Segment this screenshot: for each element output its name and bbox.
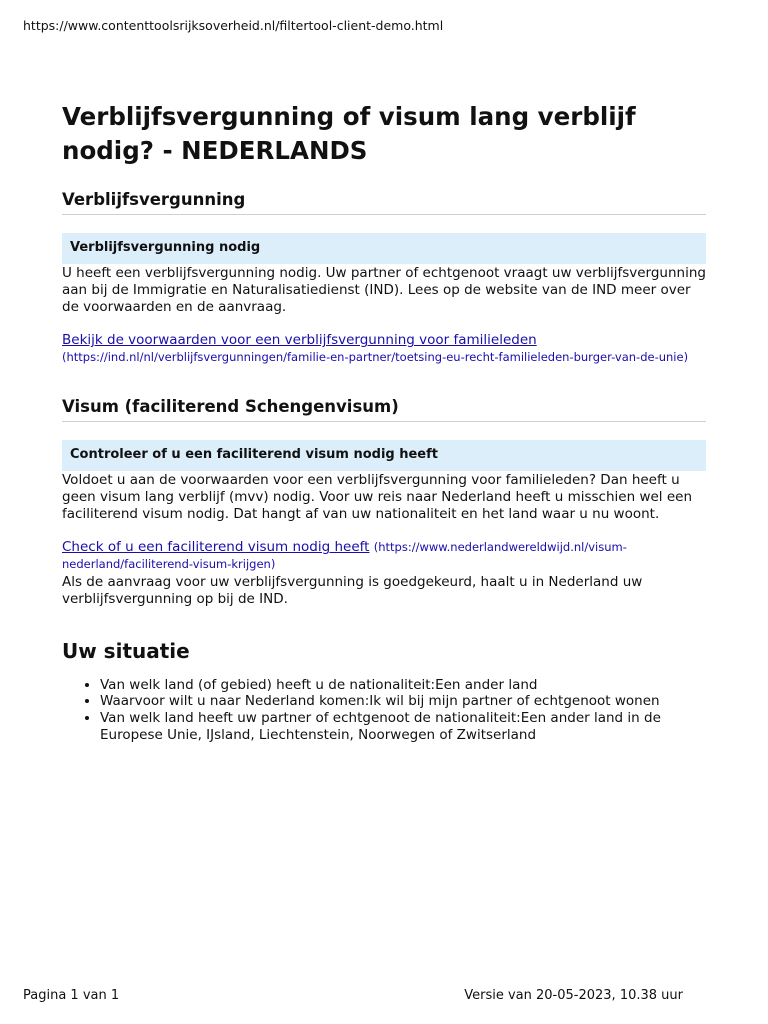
list-item: • Van welk land heeft uw partner of echtgenoot de nationaliteit:Een ander land in de Europese Unie, IJsland, Liechtenstein, Noorwegen of Zwitserland: [100, 710, 706, 744]
list-item: • Waarvoor wilt u naar Nederland komen:Ik wil bij mijn partner of echtgenoot wonen: [100, 693, 706, 710]
section-heading: Visum (faciliterend Schengenvisum): [62, 396, 706, 422]
list-item: • Van welk land (of gebied) heeft u de nationaliteit:Een ander land: [100, 677, 706, 694]
link-url-text: (https://ind.nl/nl/verblijfsvergunningen/familie-en-partner/toetsing-eu-recht-familieleden-burger-van-de-unie): [62, 350, 689, 365]
main-content: [62, 100, 706, 744]
link-line: [62, 332, 706, 366]
section-text: Voldoet u aan de voorwaarden voor een verblijfsvergunning voor familieleden? Dan heeft u geen visum lang verblijf (mvv) nodig. Voor uw reis naar Nederland heeft u misschien wel een faciliterend visum nodig. Dat hangt af van uw nationaliteit en het land waar u nu woont.: [62, 471, 692, 522]
page-number: Pagina 1 van 1: [23, 988, 120, 1003]
callout-box: Verblijfsvergunning nodig: [62, 233, 706, 264]
visa-check-link[interactable]: Check of u een faciliterend visum nodig heeft: [62, 539, 370, 556]
callout-box: Controleer of u een faciliterend visum nodig heeft: [62, 440, 706, 471]
page-title: Verblijfsvergunning of visum lang verblijf nodig? - NEDERLANDS: [62, 102, 636, 165]
section-verblijfsvergunning: [62, 189, 706, 366]
section-visum: [62, 396, 706, 573]
print-header-url: https://www.contenttoolsrijksoverheid.nl/filtertool-client-demo.html: [23, 18, 444, 33]
version-timestamp: Versie van 20-05-2023, 10.38 uur: [464, 988, 683, 1003]
situation-list: [62, 677, 706, 744]
link-line: [62, 539, 706, 573]
link-url-text: (https://www.nederlandwereldwijd.nl/visum-nederland/faciliterend-visum-krijgen): [62, 540, 627, 572]
section-heading: Verblijfsvergunning: [62, 189, 706, 215]
section-text: U heeft een verblijfsvergunning nodig. Uw partner of echtgenoot vraagt uw verblijfsvergunning aan bij de Immigratie en Naturalisatiedienst (IND). Lees op de website van de IND meer over de voorwaarden en de aanvraag.: [62, 265, 706, 315]
closing-text: Als de aanvraag voor uw verblijfsvergunning is goedgekeurd, haalt u in Nederland uw verblijfsvergunning op bij de IND.: [62, 573, 643, 607]
situation-heading: Uw situatie: [62, 638, 190, 663]
ind-conditions-link[interactable]: Bekijk de voorwaarden voor een verblijfsvergunning voor familieleden: [62, 332, 537, 349]
